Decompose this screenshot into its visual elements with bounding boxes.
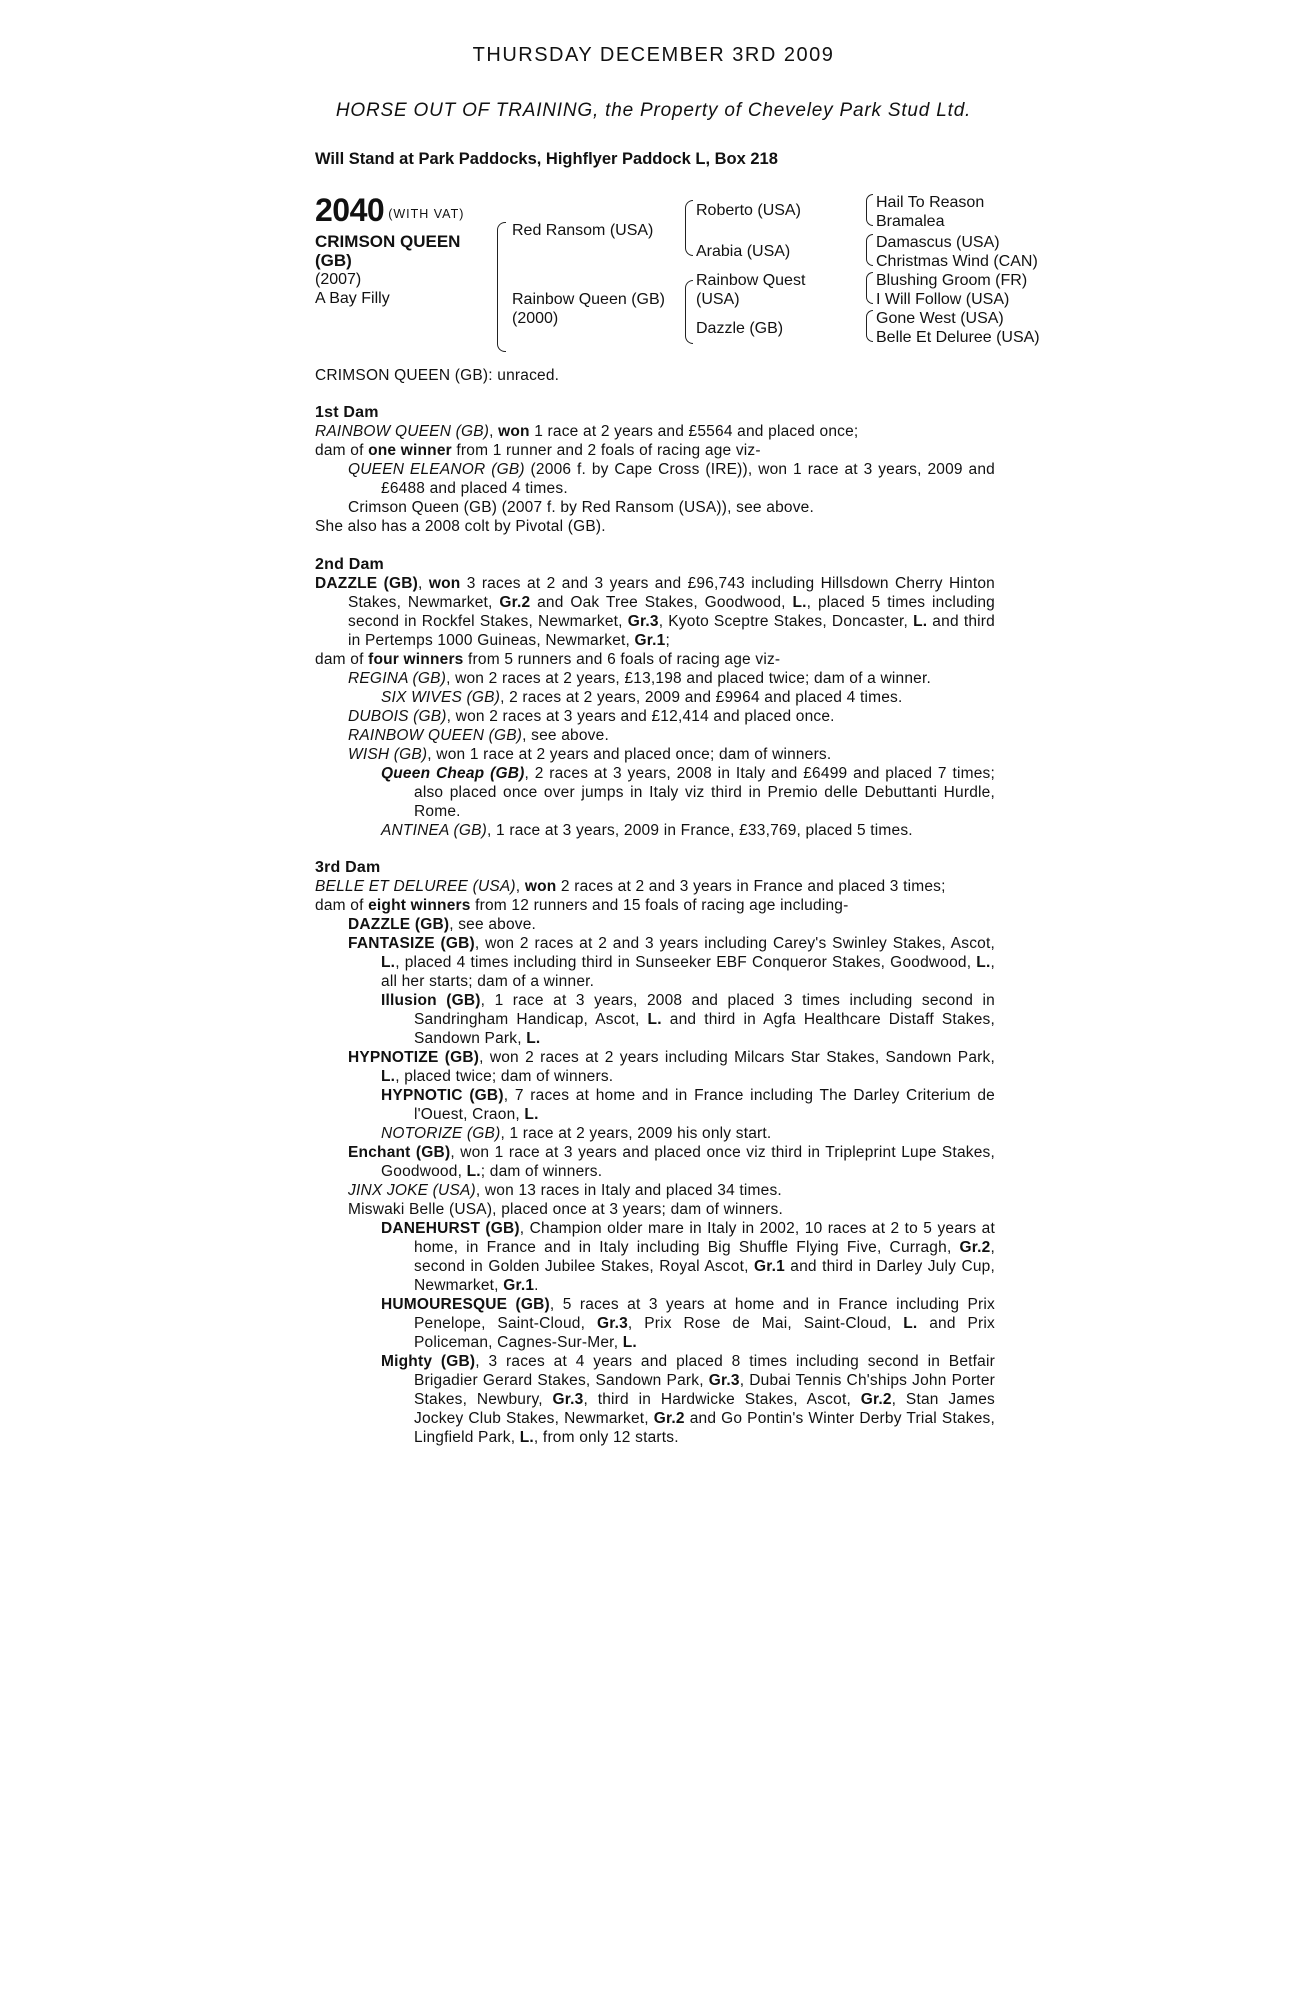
pedigree-brace-g34	[866, 234, 873, 266]
third-dam-heading: 3rd Dam	[315, 859, 381, 876]
third-dam-grandfoal-illusion: Illusion (GB), 1 race at 3 years, 2008 and placed 3 times including second in Sandringham Handicap, Ascot, L. and third in Agfa Healthcare Distaff Stakes, Sandown Park, L.	[381, 992, 995, 1047]
dam-line2: (2000)	[512, 310, 559, 327]
pedigree-brace-g56	[866, 272, 873, 304]
third-dam-record: BELLE ET DELUREE (USA), won 2 races at 2 and 3 years in France and placed 3 times;	[315, 878, 946, 895]
horse-description: A Bay Filly	[315, 290, 390, 307]
second-dam-foal-regina: REGINA (GB), won 2 races at 2 years, £13,198 and placed twice; dam of a winner.	[348, 670, 931, 687]
first-dam-heading: 1st Dam	[315, 404, 379, 421]
dam-line1: Rainbow Queen (GB)	[512, 291, 665, 308]
grandsire-4: Gone West (USA)	[876, 310, 1004, 327]
second-dam-record: DAZZLE (GB), won 3 races at 2 and 3 years and £96,743 including Hillsdown Cherry Hinton Stakes, Newmarket, Gr.2 and Oak Tree Stakes, Goodwood, L., placed 5 times including second in Rockfel Stakes, Newmarket, Gr.3, Kyoto Sceptre Stakes, Doncaster, L. and third in Pertemps 1000 Guineas, Newmarket, Gr.1;	[315, 575, 995, 649]
third-dam-grandfoal-humouresque: HUMOURESQUE (GB), 5 races at 3 years at home and in France including Prix Penelope, Saint-Cloud, Gr.3, Prix Rose de Mai, Saint-Cloud, L. and Prix Policeman, Cagnes-Sur-Mer, L.	[381, 1296, 995, 1351]
third-dam-produce: dam of eight winners from 12 runners and 15 foals of racing age including-	[315, 897, 849, 914]
grandsire-3: Blushing Groom (FR)	[876, 272, 1028, 289]
second-dam-grandfoal-antinea: ANTINEA (GB), 1 race at 3 years, 2009 in France, £33,769, placed 5 times.	[381, 822, 913, 839]
third-dam-foal-jinx-joke: JINX JOKE (USA), won 13 races in Italy and placed 34 times.	[348, 1182, 782, 1199]
grandsire-2: Damascus (USA)	[876, 234, 1000, 251]
sire-dam: Arabia (USA)	[696, 243, 791, 260]
granddam-2: Christmas Wind (CAN)	[876, 253, 1038, 270]
granddam-3: I Will Follow (USA)	[876, 291, 1010, 308]
first-dam-foal-2: Crimson Queen (GB) (2007 f. by Red Ransom (USA)), see above.	[348, 499, 814, 516]
second-dam-section	[315, 555, 995, 840]
first-dam-foal-1: QUEEN ELEANOR (GB) (2006 f. by Cape Cross (IRE)), won 1 race at 3 years, 2009 and £6488 and placed 4 times.	[348, 461, 995, 497]
dam-dam: Dazzle (GB)	[696, 320, 784, 337]
granddam-1: Bramalea	[876, 213, 945, 230]
third-dam-foal-enchant: Enchant (GB), won 1 race at 3 years and placed once viz third in Tripleprint Lupe Stakes, Goodwood, L.; dam of winners.	[348, 1144, 995, 1180]
foaling-year: (2007)	[315, 271, 362, 288]
stabling-location: Will Stand at Park Paddocks, Highflyer Paddock L, Box 218	[315, 150, 778, 168]
sale-date: THURSDAY DECEMBER 3RD 2009	[472, 44, 835, 66]
second-dam-grandfoal-six-wives: SIX WIVES (GB), 2 races at 2 years, 2009 and £9964 and placed 4 times.	[381, 689, 903, 706]
pedigree-brace-g12	[866, 194, 873, 226]
first-dam-produce: dam of one winner from 1 runner and 2 foals of racing age viz-	[315, 442, 761, 459]
third-dam-grandfoal-danehurst: DANEHURST (GB), Champion older mare in Italy in 2002, 10 races at 2 to 5 years at home, in France and in Italy including Big Shuffle Flying Five, Curragh, Gr.2, second in Golden Jubilee Stakes, Royal Ascot, Gr.1 and third in Darley July Cup, Newmarket, Gr.1.	[381, 1220, 996, 1294]
third-dam-grandfoal-mighty: Mighty (GB), 3 races at 4 years and placed 8 times including second in Betfair Brigadier Gerard Stakes, Sandown Park, Gr.3, Dubai Tennis Ch'ships John Porter Stakes, Newbury, Gr.3, third in Hardwicke Stakes, Ascot, Gr.2, Stan James Jockey Club Stakes, Newmarket, Gr.2 and Go Pontin's Winter Derby Trial Stakes, Lingfield Park, L., from only 12 starts.	[381, 1353, 995, 1446]
third-dam-section	[315, 858, 995, 1447]
dam-sire-line1: Rainbow Quest	[696, 272, 806, 289]
pedigree-brace-main	[497, 222, 506, 352]
vat-note: (WITH VAT)	[388, 207, 465, 221]
dam-sire-line2: (USA)	[696, 291, 740, 308]
third-dam-foal-hypnotize: HYPNOTIZE (GB), won 2 races at 2 years including Milcars Star Stakes, Sandown Park, L., placed twice; dam of winners.	[348, 1049, 995, 1085]
third-dam-grandfoal-hypnotic: HYPNOTIC (GB), 7 races at home and in France including The Darley Criterium de l'Ouest, Craon, L.	[381, 1087, 995, 1123]
third-dam-foal-dazzle: DAZZLE (GB), see above.	[348, 916, 537, 933]
pedigree-brace-g78	[866, 310, 873, 342]
first-dam-section	[315, 403, 995, 536]
third-dam-foal-fantasize: FANTASIZE (GB), won 2 races at 2 and 3 years including Carey's Swinley Stakes, Ascot, L., placed 4 times including third in Sunseeker EBF Conqueror Stakes, Goodwood, L., all her starts; dam of a winner.	[348, 935, 995, 990]
granddam-4: Belle Et Deluree (USA)	[876, 329, 1040, 346]
horse-name-line2: (GB)	[315, 251, 352, 270]
second-dam-foal-wish: WISH (GB), won 1 race at 2 years and placed once; dam of winners.	[348, 746, 832, 763]
consignor-title: HORSE OUT OF TRAINING, the Property of Cheveley Park Stud Ltd.	[335, 100, 972, 121]
sire: Red Ransom (USA)	[512, 222, 654, 239]
second-dam-foal-dubois: DUBOIS (GB), won 2 races at 3 years and £12,414 and placed once.	[348, 708, 835, 725]
lot-number: 2040	[315, 192, 385, 228]
first-dam-line: RAINBOW QUEEN (GB), won 1 race at 2 years and £5564 and placed once;	[315, 423, 859, 440]
pedigree-brace-sire	[685, 200, 693, 256]
second-dam-grandfoal-queen-cheap: Queen Cheap (GB), 2 races at 3 years, 2008 in Italy and £6499 and placed 7 times; also placed once over jumps in Italy viz third in Premio delle Debuttanti Hurdle, Rome.	[381, 765, 995, 820]
sire-sire: Roberto (USA)	[696, 202, 801, 219]
second-dam-produce: dam of four winners from 5 runners and 6 foals of racing age viz-	[315, 651, 781, 668]
grandsire-1: Hail To Reason	[876, 194, 985, 211]
second-dam-foal-rainbow-queen: RAINBOW QUEEN (GB), see above.	[348, 727, 609, 744]
third-dam-foal-miswaki-belle: Miswaki Belle (USA), placed once at 3 years; dam of winners.	[348, 1201, 783, 1218]
race-record-summary	[315, 366, 995, 385]
horse-details	[315, 232, 460, 308]
summary-line: CRIMSON QUEEN (GB): unraced.	[315, 367, 560, 384]
second-dam-heading: 2nd Dam	[315, 556, 384, 573]
lot-header	[315, 192, 464, 229]
third-dam-grandfoal-notorize: NOTORIZE (GB), 1 race at 2 years, 2009 his only start.	[381, 1125, 772, 1142]
horse-name-line1: CRIMSON QUEEN	[315, 232, 461, 251]
pedigree-brace-dam	[685, 280, 693, 344]
first-dam-note: She also has a 2008 colt by Pivotal (GB).	[315, 518, 606, 535]
